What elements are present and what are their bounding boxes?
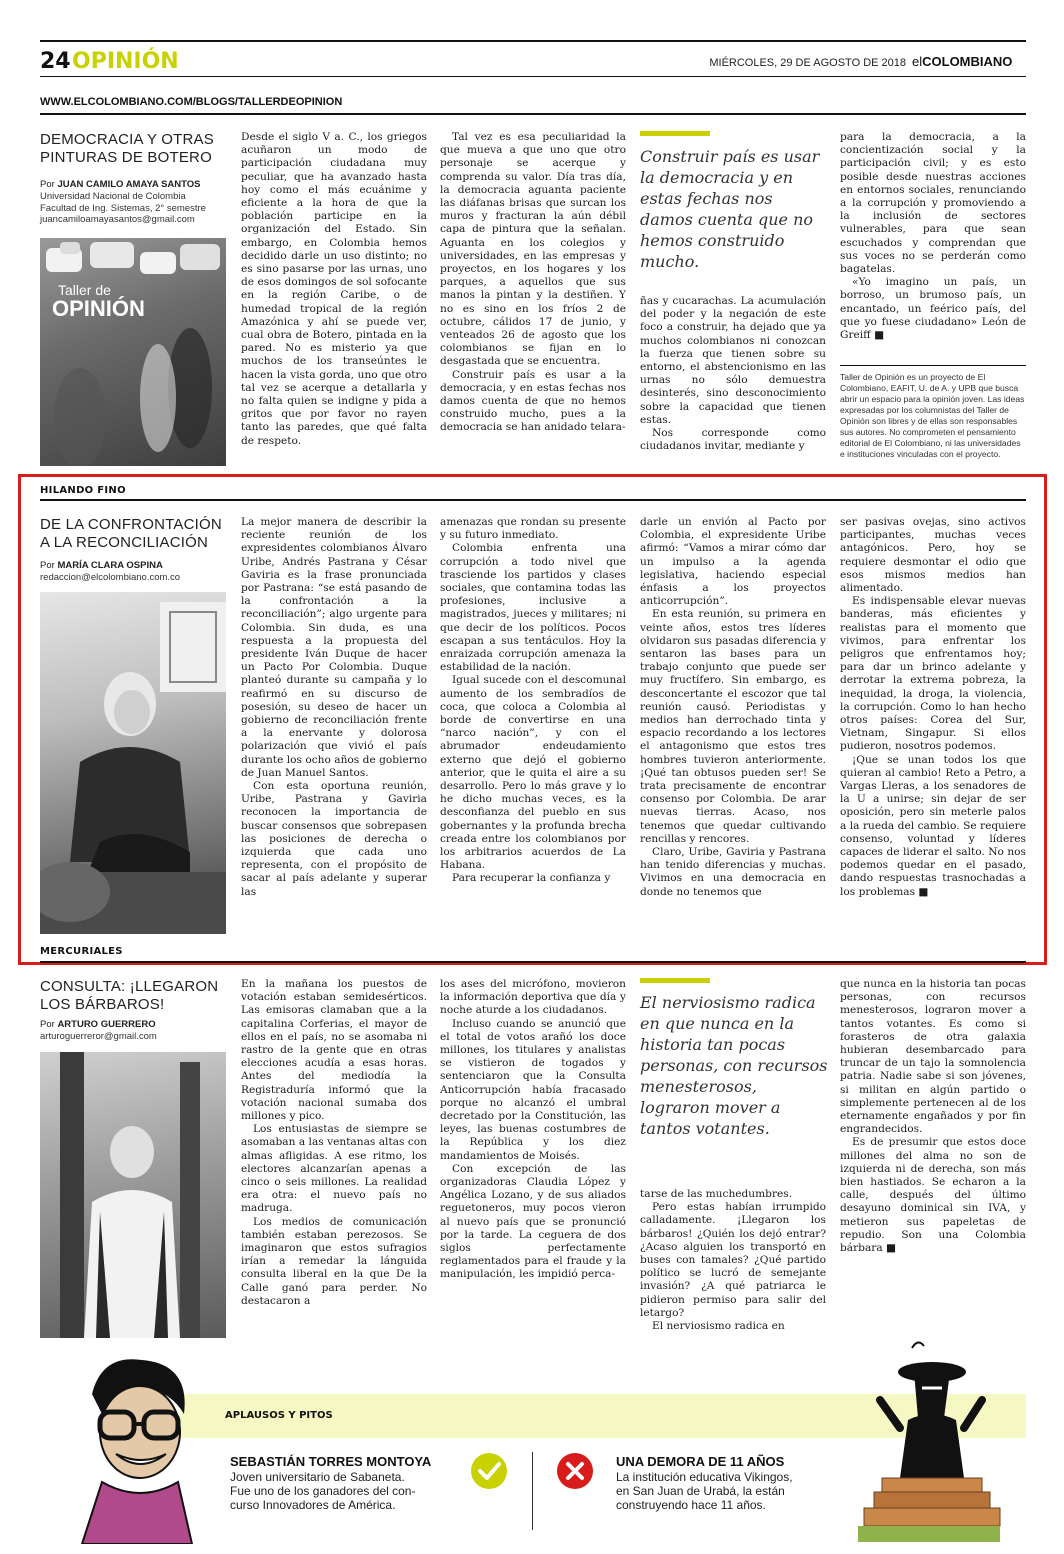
x-icon [556,1452,594,1490]
check-icon-graphic [470,1452,508,1490]
article2-column-3 [640,516,826,938]
applause-text [230,1470,470,1512]
paragraph: Claro, Uribe, Gaviria y Pastrana han tenido diferencias y muchas. Vivimos en una democracia en donde no tenemos que [640,846,826,898]
caricature-young-man-icon [72,1354,202,1544]
paragraph: Colombia enfrenta una corrupción a todo nivel que trasciende los partidos y clases sociales, que contamina todas las profesiones, inclusive a magistrados, jueces y militares; ni que decir de los políticos. Pocos escapan a sus tentáculos. Hoy la enraizada corrupción amenaza la estabilidad de la nación. [440,542,626,674]
taller-logo-line2: OPINIÓN [52,296,145,321]
section-rule [40,499,1026,501]
paragraph: Con excepción de las organizadoras Claudia López y Angélica Lozano, y de sus aliados reguetoneros, muy pocos vieron al nuevo país que se pronunció por la tarde. La ceguera de dos siglos perfectamente reglamentados para el fraude y la manipulación, les impidió perca- [440,1162,626,1281]
boo-text-line: construyendo hace 11 años. [616,1498,766,1512]
article3-headline [40,978,230,1014]
portrait-figure [40,592,226,934]
article1-column-3 [640,295,826,469]
paragraph: darle un envión al Pacto por Colombia, el expresidente Uribe afirmó: “Vamos a mirar cómo dar un impulso a la agenda legislativa, haciendo especial énfasis a los proyectos anticorrupción”. [640,516,826,608]
pullquote-accent [640,131,710,136]
article1-author: JUAN CAMILO AMAYA SANTOS [57,179,201,190]
boo-text-line: La institución educativa Vikingos, [616,1470,793,1484]
paragraph: La mejor manera de describir la reciente reunión de los expresidentes colombianos Álvaro Uribe, Andrés Pastrana y César Gaviria es la frase pronunciada por Pastrana: “se está pasando de la confrontación a la reconciliación”; algo urgente para Colombia. Sin duda, es una respuesta a la propuesta del presidente Iván Duque de hacer un Pacto Por Colombia. Duque planteó durante su campaña y lo reafirmó en su discurso de posesión, su deseo de hacer un gobierno de reconciliación frente a la enervante y dolorosa polarización que vivió el país durante los ocho años de gobierno de Juan Manuel Santos. [241,516,427,779]
paragraph: En la mañana los puestos de votación estaban semidesérticos. Las emisoras clamaban que a la capitalina Corferias, el mayor de ellos en el país, no se asomaba ni rastro de la gente que en otras elecciones acudía a esas horas. Antes del mediodía la Registraduría informó que la votación nacional sumaba dos millones y pico. [241,978,427,1123]
paragraph: los ases del micrófono, movieron la información deportiva que día y noche aturde a los ciudadanos. [440,978,626,1017]
paragraph: Los entusiastas de siempre se asomaban a las ventanas altas con almas afligidas. A ese ritmo, los electores alcanzarían apenas a cinco o seis millones. La realidad era otra: el nuevo país no madruga. [241,1123,427,1215]
article3-email: arturoguerreror@gmail.com [40,1031,157,1042]
article1-column-4 [840,131,1026,357]
article1-byline [40,179,226,191]
article2-headline-line2: A LA RECONCILIACIÓN [40,534,209,551]
article2-column-2 [440,516,626,938]
article2-headline [40,516,230,552]
aplausos-divider [532,1452,533,1530]
article1-headline-line2: PINTURAS DE BOTERO [40,149,212,166]
byline-prefix: Por [40,179,55,190]
taller-disclaimer: Taller de Opinión es un proyecto de El Colombiano, EAFIT, U. de A. y UPB que busca abrir un espacio para la opinión joven. Las ideas expresadas por los columnistas del Taller de Opinión son libres y de ellas son responsables sus autores. No comprometen el pensamiento editorial de El Colombiano, ni las universidades e instituciones vinculadas con el proyecto. [840,372,1025,459]
top-rule [40,40,1026,42]
caricature-applause [72,1354,202,1544]
article3-author: ARTURO GUERRERO [57,1019,156,1030]
article1-column-2 [440,131,626,469]
paragraph: para la democracia, a la concientización social y la participación civil; y es esto posible desde nuestras acciones en entornos sociales, renunciando a la corrupción y promoviendo a la inclusión de sectores vulnerables, para que sean escuchados y comprendan que sus voces no se perderán como bagatelas. [840,131,1026,276]
author-photo-arturo-guerrero [40,1052,226,1338]
section-label-hilando-fino: HILANDO FINO [40,485,126,496]
article2-column-1 [241,516,427,938]
article3-byline [40,1019,230,1031]
page-number: 24 [40,49,71,74]
x-icon-graphic [556,1452,594,1490]
byline-prefix: Por [40,1019,55,1030]
masthead-rule [40,76,1026,77]
blog-rule [40,113,1026,115]
paragraph: Es de presumir que estos doce millones del alma no son de izquierda ni de derecha, son más bien hastiados. Se echaron a la calle, después del último desayuno dominical sin IVA, y metieron sus papeletas de repudio. Son una Colombia bárbara ■ [840,1136,1026,1255]
speech-bubbles-icon [40,238,226,466]
paragraph: Igual sucede con el descomunal aumento de los sembradíos de coca, que coloca a Colombia al borde de convertirse en una “narco nación”, y con el abrumador endeudamiento externo que dejó el gobierno anterior, que le quita el aire a su desarrollo. Pero lo más grave y lo he dicho muchas veces, es la desconfianza del pueblo en sus gobernantes y la profunda brecha creada entre los colombianos por los arbitrarios acuerdos de La Habana. [440,674,626,872]
applause-text-line: curso Innovadores de América. [230,1498,396,1512]
section-rule [40,961,1026,963]
applause-name: SEBASTIÁN TORRES MONTOYA [230,1454,432,1469]
article1-pullquote: Construir país es usar la democracia y en estas fechas nos damos cuenta que no hemos construido mucho. [640,147,820,271]
blog-url-link[interactable]: WWW.ELCOLOMBIANO.COM/BLOGS/TALLERDEOPINION [40,96,343,108]
article3-column-2 [440,978,626,1360]
paragraph: Es indispensable elevar nuevas banderas, más eficientes y realistas para el momento que vivimos, para enfrentar los peligros que enfrentamos hoy; para dar un brinco adelante y derrotar la extrema pobreza, la inequidad, la droga, la violencia, la corrupción. Como lo han hecho otros países: Corea del Sur, Vietnam, Singapur. Si ellos pudieron, nosotros podemos. [840,595,1026,753]
issue-date: MIÉRCOLES, 29 DE AGOSTO DE 2018 [709,57,906,69]
article3-headline-line1: CONSULTA: ¡LLEGARON [40,978,219,995]
article3-headline-line2: LOS BÁRBAROS! [40,996,165,1013]
article1-headline-line1: DEMOCRACIA Y OTRAS [40,131,214,148]
boo-text [616,1470,846,1512]
pullquote-accent [640,978,710,983]
article1-affiliation [40,191,230,226]
paragraph: Con esta oportuna reunión, Uribe, Pastrana y Gaviria reconocen la importancia de buscar consensos que sobrepasen las posiciones de derecha o izquierda que cada uno representa, con el propósito de sacar al país adelante y superar las [241,780,427,898]
paragraph: En esta reunión, su primera en veinte años, estos tres líderes olvidaron sus pasadas diferencia y sentaron las bases para un trabajo conjunto que puede ser muy fructífero. Sin embargo, es desconcertante el escozor que tal reunión causó. Periodistas y medios han derrochado tinta y espacio recordando a los lectores el antagonismo que estos tres hombres tuvieron anteriormente. ¡Qué tan obtusos pueden ser! Se trata precisamente de encontrar consenso por Colombia. De arar nuevas tierras. Acaso, nos tenemos que quedar cultivando rencillas y rencores. [640,608,826,845]
boo-text-line: en San Juan de Urabá, la están [616,1484,785,1498]
taller-logo-line1: Taller de [58,282,111,298]
caricature-boo [852,1338,1002,1542]
byline-prefix: Por [40,560,55,571]
article2-byline [40,560,230,572]
paragraph: Tal vez es esa peculiaridad la que mueva a que uno que otro personaje se acerque y comprenda su valor. Día tras día, la democracia aguanta paciente las diáfanas brisas que surcan los muros y fracturan la aún débil capa de pintura que la señalan. Aguanta en los colegios y universidades, en las empresas y proyectos, en los hogares y los parques, a aquellos que sus manos la pintan y la destiñen. Y no es sino en los fríos 2 de octubre, cálidos 17 de junio, y venteados 26 de agosto que los colombianos se fijan en lo desgastada que se encuentra. [440,131,626,368]
article3-column-4 [840,978,1026,1360]
paragraph: Desde el siglo V a. C., los griegos acuñaron un modo de participación ciudadana muy peculiar, que ha avanzado hasta hoy como el más ecuánime y eficiente a la hora de que la población participe en la organización del Estado. Sin embargo, en Colombia hemos decidido darle un uso distinto; no es sino pasarse por las urnas, uno de esos domingos de sol sofocante en la región Caribe, o de humedad tropical de la región Amazónica y ahí se puede ver, cual obra de Botero, pintada en la pared. No es misterio ya que muchos de los transeúntes le hacen la vista gorda, uno que otro tal vez se acerque a detallarla y no falta quien se indigne y pida a gritos que por favor no rayen tanto las paredes, que qué falta de respeto. [241,131,427,447]
check-icon [470,1452,508,1490]
paragraph: Nos corresponde como ciudadanos invitar, mediante y [640,427,826,453]
paragraph: Pero estas habían irrumpido calladamente. ¡Llegaron los bárbaros! ¿Quién los dejó entrar? ¿Acaso alguien los transportó en buses con tamales? ¿Qué partido político se lucró de semejante invasión? ¿A qué patriarca le pidieron permiso para salir del letargo? [640,1201,826,1319]
paragraph: Construir país es usar a la democracia, y en estas fechas nos damos cuenta de que no hemos construido mucho, pues a la democracia se han anidado telara- [440,368,626,434]
article2-email: redaccion@elcolombiano.com.co [40,572,181,583]
paragraph: ser pasivas ovejas, sino activos participantes, muchas veces antagónicos. Pero, hoy se requiere desmontar el odio que esos mismos medios han alimentado. [840,516,1026,595]
article1-headline [40,131,226,167]
caricature-viking-on-bricks-icon [852,1338,1002,1542]
paragraph: Incluso cuando se anunció que el total de votos arañó los doce millones, los titulares y analistas se vistieron de togados y sentenciaron que la Consulta Anticorrupción había fracasado porque no alcanzó el umbral decretado por la Constitución, las leyes, las buenas costumbres de la República y los diez mandamientos de Moisés. [440,1017,626,1162]
boo-name: UNA DEMORA DE 11 AÑOS [616,1454,785,1469]
article1-column-1 [241,131,427,469]
paragraph: «Yo imagino un país, un borroso, un brumoso país, un encantado, un feérico país, del que yo fuese ciudadano» León de Greiff ■ [840,276,1026,342]
article2-column-4 [840,516,1026,938]
taller-opinion-image [40,238,226,466]
article3-pullquote: El nerviosismo radica en que nunca en la historia tan pocas personas, con recursos menesterosos, lograron mover a tantos votantes. [640,993,828,1138]
author-email: juancamiloamayasantos@gmail.com [40,214,195,225]
applause-text-line: Joven universitario de Sabaneta. [230,1470,405,1484]
article3-column-3 [640,1188,826,1360]
author-photo-maria-clara-ospina [40,592,226,934]
paragraph: ¡Que se unan todos los que quieran al cambio! Reto a Petro, a Vargas Lleras, a los senadores de la U a unirse; sin dejar de ser oposición, pero sin meterle palos a la rueda del cambio. Se requiere consenso, voluntad y líderes capaces de liderar el salto. No nos podemos quedar en el pasado, dando respuestas trasnochadas a los problemas ■ [840,753,1026,898]
paragraph: que nunca en la historia tan pocas personas, con recursos menesterosos, lograron mover a tantos votantes. Es como si forasteros de otra galaxia hubieran desembarcado para truncar de un tajo la somnolencia patria. Nadie sabe si son jóvenes, si militan en algún partido o simplemente pertenecen al de los eternamente engañados y por fin engrandecidos. [840,978,1026,1136]
paragraph: Los medios de comunicación también estaban perezosos. Se imaginaron que estos sufragios irían a remedar la lánguida consulta liberal en la que De la Calle ganó para perder. No destacaron a [241,1215,427,1307]
section-title: OPINIÓN [72,49,179,74]
paper-logo-name: COLOMBIANO [922,54,1013,69]
aplausos-label: APLAUSOS Y PITOS [225,1410,333,1421]
paragraph: El nerviosismo radica en [652,1320,785,1333]
paragraph: Para recuperar la confianza y [452,872,611,885]
paragraph: tarse de las muchedumbres. [640,1188,793,1200]
paper-logo [912,53,1012,71]
paragraph: ñas y cucarachas. La acumulación del poder y la negación de este foco a construir, ha dejado que ya muchos colombianos ni conozcan la fuerza que tienen sobre su entorno, el abstencionismo en las urnas no sólo demuestra desinterés, sino desconocimiento sobre la capacidad que tienen estas. [640,295,826,426]
note-rule [840,365,1026,366]
affiliation-line: Universidad Nacional de Colombia [40,191,186,202]
article2-author: MARÍA CLARA OSPINA [57,560,163,571]
paper-logo-prefix: el [912,54,923,69]
affiliation-line: Facultad de Ing. Sistemas, 2° semestre [40,202,206,214]
article3-column-1 [241,978,427,1360]
article2-headline-line1: DE LA CONFRONTACIÓN [40,516,222,533]
portrait-figure [40,1052,226,1338]
paragraph: amenazas que rondan su presente y su futuro inmediato. [440,516,626,542]
applause-text-line: Fue uno de los ganadores del con- [230,1484,416,1498]
section-label-mercuriales: MERCURIALES [40,946,123,957]
